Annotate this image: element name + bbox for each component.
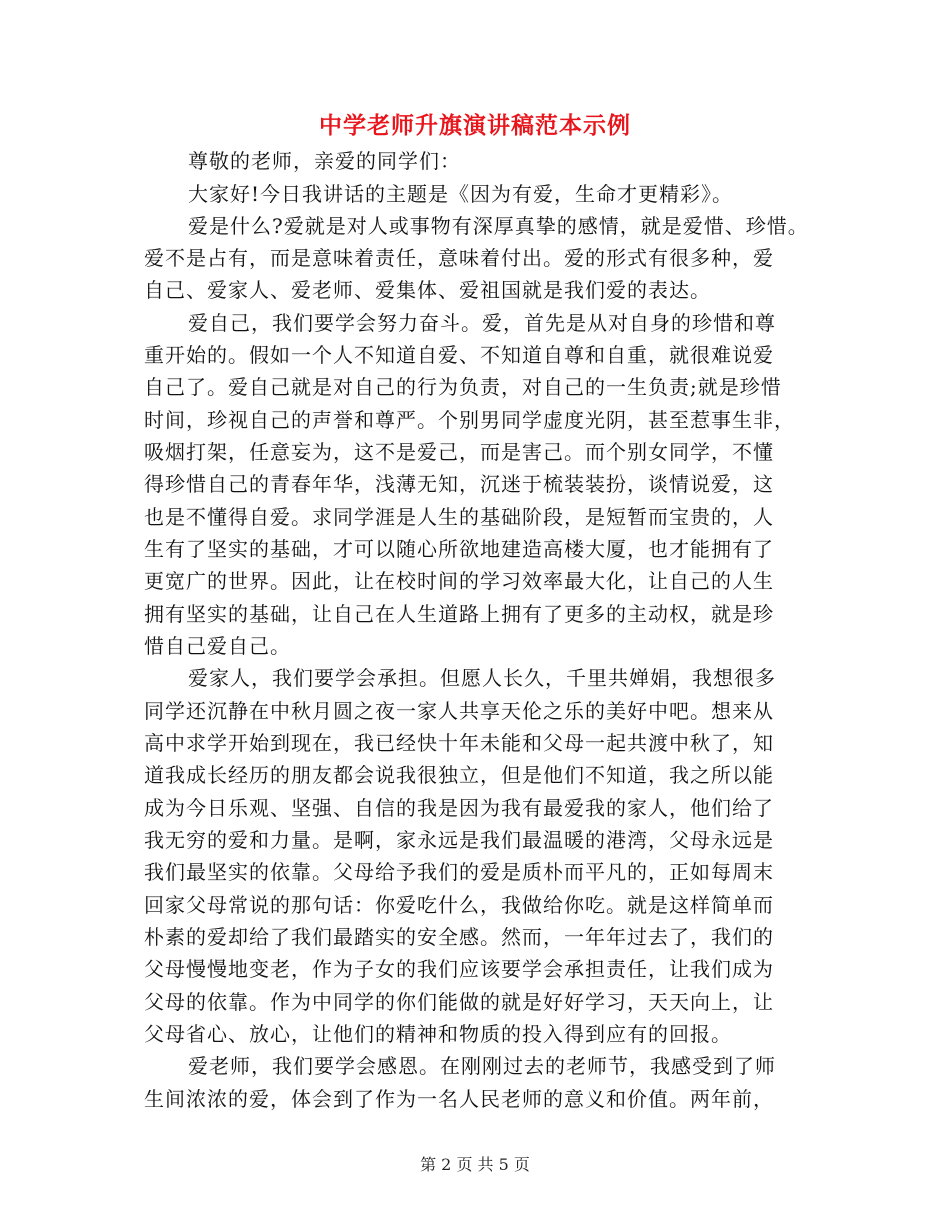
body-line: 自己、爱家人、爱老师、爱集体、爱祖国就是我们爱的表达。: [144, 278, 711, 302]
body-line: 父母慢慢地变老，作为子女的我们应该要学会承担责任，让我们成为: [144, 957, 774, 981]
body-line: 爱家人，我们要学会承担。但愿人长久，千里共婵娟，我想很多: [188, 666, 776, 690]
body-line: 爱不是占有，而是意味着责任，意味着付出。爱的形式有很多种，爱: [144, 246, 774, 270]
body-line: 生间浓浓的爱，体会到了作为一名人民老师的意义和价值。两年前，: [144, 1087, 774, 1111]
body-line: 时间，珍视自己的声誉和尊严。个别男同学虚度光阴，甚至惹事生非，: [144, 408, 795, 432]
body-line: 拥有坚实的基础，让自己在人生道路上拥有了更多的主动权，就是珍: [144, 602, 774, 626]
body-line: 吸烟打架，任意妄为，这不是爱己，而是害己。而个别女同学，不懂: [144, 440, 774, 464]
body-line: 同学还沉静在中秋月圆之夜一家人共享天伦之乐的美好中吧。想来从: [144, 699, 774, 723]
body-line: 回家父母常说的那句话：你爱吃什么，我做给你吃。就是这样简单而: [144, 893, 774, 917]
body-line: 生有了坚实的基础，才可以随心所欲地建造高楼大厦，也才能拥有了: [144, 537, 774, 561]
page-footer: 第 2 页 共 5 页: [420, 1155, 530, 1174]
body-line: 父母省心、放心，让他们的精神和物质的投入得到应有的回报。: [144, 1022, 732, 1046]
salutation-line: 尊敬的老师，亲爱的同学们：: [188, 149, 461, 173]
body-line: 重开始的。假如一个人不知道自爱、不知道自尊和自重，就很难说爱: [144, 343, 774, 367]
body-line: 我无穷的爱和力量。是啊，家永远是我们最温暖的港湾，父母永远是: [144, 828, 774, 852]
greeting-line: 大家好!今日我讲话的主题是《因为有爱，生命才更精彩》。: [188, 182, 734, 206]
body-line: 朴素的爱却给了我们最踏实的安全感。然而，一年年过去了，我们的: [144, 925, 774, 949]
body-line: 父母的依靠。作为中同学的你们能做的就是好好学习，天天向上，让: [144, 990, 774, 1014]
body-line: 爱老师，我们要学会感恩。在刚刚过去的老师节，我感受到了师: [188, 1054, 776, 1078]
body-line: 道我成长经历的朋友都会说我很独立，但是他们不知道，我之所以能: [144, 763, 774, 787]
body-line: 我们最坚实的依靠。父母给予我们的爱是质朴而平凡的，正如每周末: [144, 860, 774, 884]
body-line: 也是不懂得自爱。求同学涯是人生的基础阶段，是短暂而宝贵的，人: [144, 505, 774, 529]
document-title: 中学老师升旗演讲稿范本示例: [319, 112, 631, 139]
body-line: 得珍惜自己的青春年华，浅薄无知，沉迷于梳装装扮，谈情说爱，这: [144, 472, 774, 496]
body-line: 成为今日乐观、坚强、自信的我是因为我有最爱我的家人，他们给了: [144, 796, 774, 820]
body-line: 高中求学开始到现在，我已经快十年未能和父母一起共渡中秋了，知: [144, 731, 774, 755]
body-line: 惜自己爱自己。: [144, 634, 291, 658]
body-line: 爱是什么?爱就是对人或事物有深厚真挚的感情，就是爱惜、珍惜。: [188, 214, 809, 238]
body-line: 更宽广的世界。因此，让在校时间的学习效率最大化，让自己的人生: [144, 569, 774, 593]
body-line: 自己了。爱自己就是对自己的行为负责，对自己的一生负责;就是珍惜: [144, 375, 782, 399]
body-line: 爱自己，我们要学会努力奋斗。爱，首先是从对自身的珍惜和尊: [188, 311, 776, 335]
